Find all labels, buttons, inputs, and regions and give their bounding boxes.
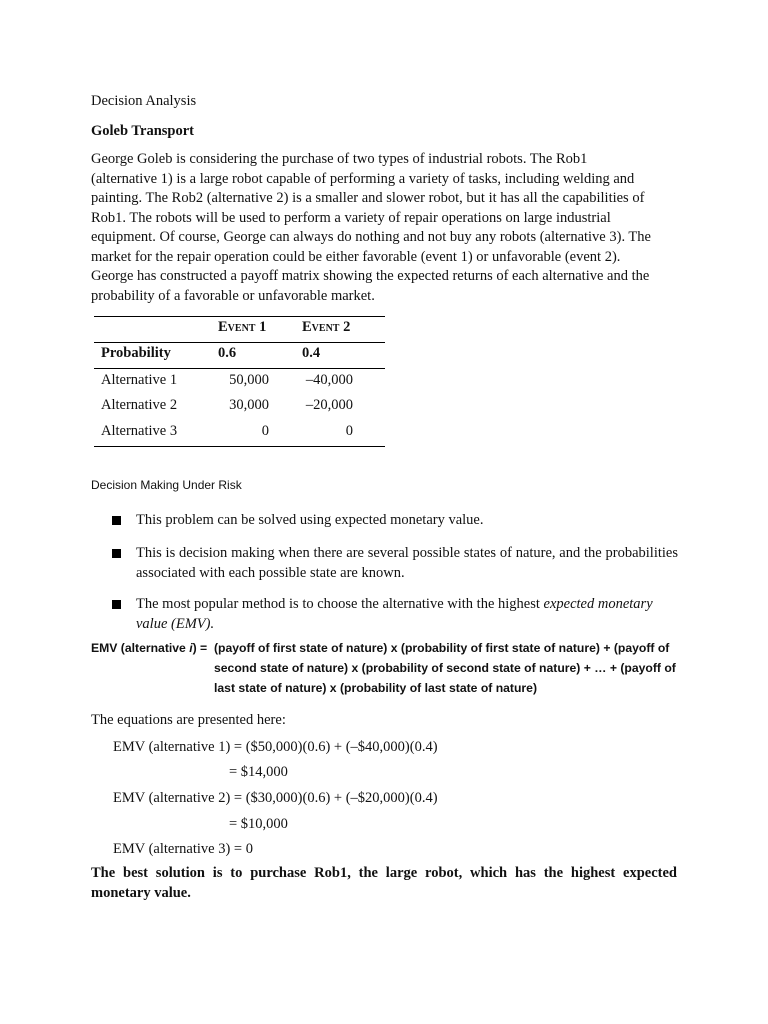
table-header-event1: Event 1 [218, 319, 267, 335]
equations-intro: The equations are presented here: [91, 712, 286, 728]
table-bottom-rule [94, 446, 385, 447]
probability-event2: 0.4 [302, 345, 321, 361]
conclusion-text: The best solution is to purchase Rob1, the large robot, which has the highest expected monetary value. [91, 865, 677, 901]
intro-line: George Goleb is considering the purchase of two types of industrial robots. The Rob1 [91, 151, 588, 167]
table-cell: 0 [261, 423, 269, 439]
intro-line: painting. The Rob2 (alternative 2) is a smaller and slower robot, but it has all the capabilities of [91, 190, 645, 206]
bullet-square-icon [112, 516, 121, 525]
table-row-label: Alternative 2 [101, 397, 178, 413]
equation-line: EMV (alternative 3) = 0 [113, 841, 253, 857]
bullet-square-icon [112, 549, 121, 558]
intro-line: market for the repair operation could be either favorable (event 1) or unfavorable (event 2). [91, 248, 621, 265]
intro-line: Rob1. The robots will be used to perform a variety of repair operations on large industrial [91, 209, 611, 226]
case-title: Goleb Transport [91, 123, 194, 139]
table-cell: 30,000 [229, 397, 269, 413]
table-row-label: Alternative 3 [101, 423, 178, 439]
intro-line: George has constructed a payoff matrix showing the expected returns of each alternative and the [91, 268, 650, 284]
document-heading: Decision Analysis [91, 93, 197, 109]
equation-result: = $14,000 [229, 764, 288, 780]
table-header-rule [94, 342, 385, 343]
emv-formula: (payoff of first state of nature) x (probability of first state of nature) + (payoff of second state of nature) x (probability of second state of nature) + … + (payoff of last state of nature) x (probability of last state of nature) [214, 641, 676, 695]
bullet-square-icon [112, 600, 121, 609]
equation-line: EMV (alternative 1) = ($50,000)(0.6) + (–$40,000)(0.4) [113, 739, 438, 755]
table-cell: –20,000 [305, 397, 353, 413]
bullet-item: The most popular method is to choose the alternative with the highest expected monetary value (EMV). [112, 595, 678, 634]
intro-line: equipment. Of course, George can always do nothing and not buy any robots (alternative 3). The [91, 229, 651, 245]
probability-label: Probability [101, 345, 171, 361]
bullet-item: This is decision making when there are several possible states of nature, and the probabilities associated with each possible state are known. [112, 544, 678, 583]
probability-event1: 0.6 [218, 345, 237, 361]
intro-line: probability of a favorable or unfavorable market. [91, 287, 375, 304]
bullet-item: This problem can be solved using expected monetary value. [112, 511, 678, 531]
table-header-event2: Event 2 [302, 319, 351, 335]
equation-line: EMV (alternative 2) = ($30,000)(0.6) + (–$20,000)(0.4) [113, 790, 438, 806]
emv-label: EMV (alternative i) = [91, 641, 208, 655]
section-title: Decision Making Under Risk [91, 478, 242, 492]
table-cell: 50,000 [229, 372, 269, 388]
intro-paragraph [91, 150, 681, 306]
intro-line: (alternative 1) is a large robot capable of performing a variety of tasks, including welding and [91, 170, 635, 187]
table-cell: –40,000 [305, 372, 353, 388]
equation-result: = $10,000 [229, 816, 288, 832]
table-row-label: Alternative 1 [101, 372, 178, 388]
table-top-rule [94, 316, 385, 317]
table-cell: 0 [345, 423, 353, 439]
table-probability-rule [94, 368, 385, 369]
